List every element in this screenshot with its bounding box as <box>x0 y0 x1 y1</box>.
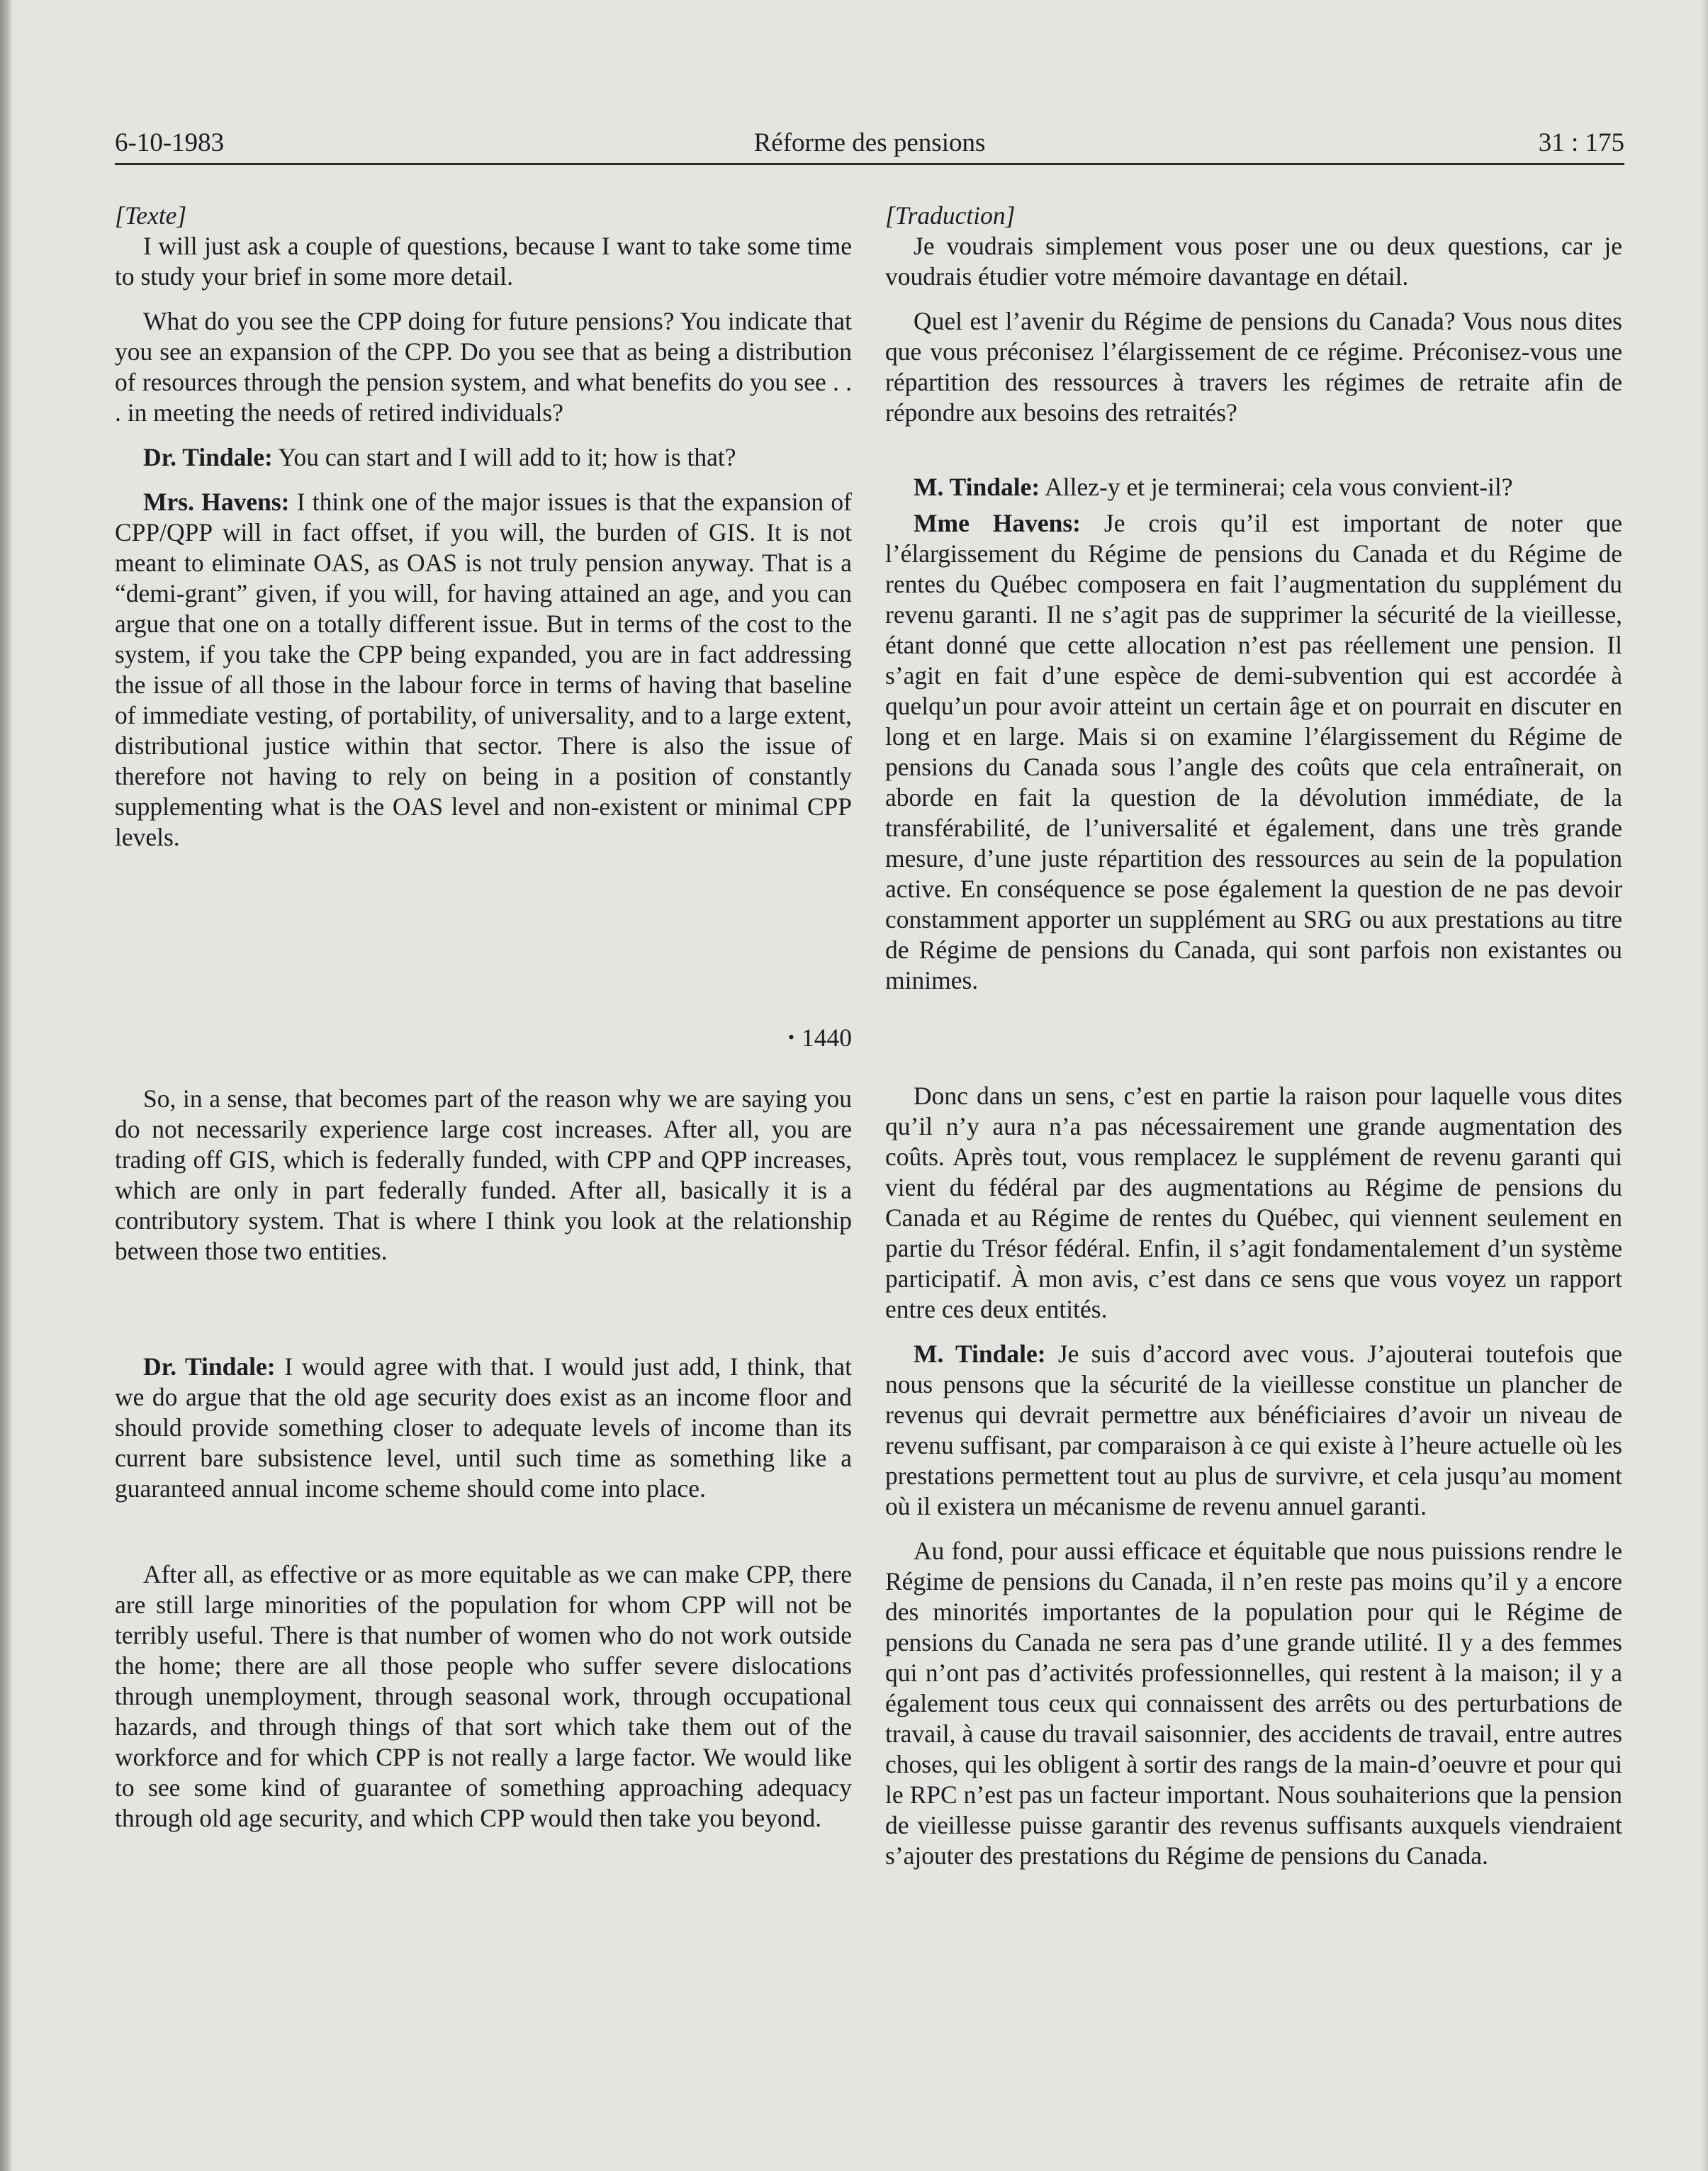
speech-paragraph <box>115 487 852 853</box>
french-column <box>885 201 1622 1871</box>
paragraph: Je voudrais simplement vous poser une ou deux questions, car je voudrais étudier votre mémoire davantage en détail. <box>885 232 1622 291</box>
header-title: Réforme des pensions <box>753 128 986 157</box>
speech-text: Allez-y et je terminerai; cela vous convient-il? <box>1040 473 1513 501</box>
paragraph: After all, as effective or as more equitable as we can make CPP, there are still large minorities of the population for whom CPP will not be terribly useful. There is that number of women who do not work outside the home; there are all those people who suffer severe dislocations through unemployment, through seasonal work, through occupational hazards, and through things of that sort which take them out of the workforce and for which CPP is not really a large factor. We would like to see some kind of guarantee of something approaching adequacy through old age security, and which CPP would then take you beyond. <box>115 1560 852 1832</box>
speech-paragraph <box>115 442 852 473</box>
speech-text: Je suis d’accord avec vous. J’ajouterai toutefois que nous pensons que la sécurité de la vieillesse constitue un plancher de revenus qui devrait permettre aux bénéficiaires d’avoir un niveau de revenu suffisant, par comparaison à ce qui existe à l’heure actuelle où les prestations permettent tout au plus de survivre, et cela jusqu’au moment où il existera un mécanisme de revenu annuel garanti. <box>885 1340 1622 1520</box>
paragraph: Donc dans un sens, c’est en partie la raison pour laquelle vous dites qu’il n’y aura n’a pas nécessairement une grande augmentation des coûts. Après tout, vous remplacez le supplément de revenu garanti qui vient du fédéral par des augmentations au Régime de pensions du Canada et au Régime de rentes du Québec, qui viennent seulement en partie du Trésor fédéral. Enfin, il s’agit fondamentalement d’un système participatif. À mon avis, c’est dans ce sens que vous voyez un rapport entre ces deux entités. <box>885 1082 1622 1323</box>
speaker-name: M. Tindale: <box>914 473 1040 501</box>
speech-paragraph <box>885 1339 1622 1522</box>
paragraph: So, in a sense, that becomes part of the reason why we are saying you do not necessarily experience large cost increases. After all, you are trading off GIS, which is federally funded, with CPP and QPP increases, which are only in part federally funded. After all, basically it is a contributory system. That is where I think you look at the relationship between those two entities. <box>115 1084 852 1265</box>
speech-paragraph <box>885 508 1622 996</box>
scan-page-edge <box>1701 0 1708 2171</box>
speech-paragraph <box>115 1352 852 1504</box>
header-date: 6-10-1983 <box>115 128 225 157</box>
speech-text: I think one of the major issues is that the expansion of CPP/QPP will in fact offset, if you will, the burden of GIS. It is not meant to eliminate OAS, as OAS is not truly pension anyway. That is a “demi-grant” given, if you will, for having attained an age, and you can argue that one on a totally different issue. But in terms of the cost to the system, if you take the CPP being expanded, you are in fact addressing the issue of all those in the labour force in terms of having that baseline of immediate vesting, of portability, of universality, and to a large extent, distributional justice within that sector. There is also the issue of therefore not having to rely on being in a position of constantly supplementing what is the OAS level and non-existent or minimal CPP levels. <box>115 488 852 851</box>
speech-text: You can start and I will add to it; how is that? <box>272 443 736 471</box>
paragraph: What do you see the CPP doing for future pensions? You indicate that you see an expansion of the CPP. Do you see that as being a distribution of resources through the pension system, and what benefits do you see . . . in meeting the needs of retired individuals? <box>115 307 852 427</box>
speaker-name: Mrs. Havens: <box>143 488 290 516</box>
section-label-traduction: [Traduction] <box>885 201 1016 230</box>
speaker-name: M. Tindale: <box>914 1340 1046 1368</box>
speaker-name: Mme Havens: <box>914 509 1081 537</box>
header-page-number: 31 : 175 <box>1538 128 1624 157</box>
english-column <box>115 201 852 1834</box>
scan-binding-edge <box>0 0 13 2171</box>
section-label-texte: [Texte] <box>115 201 187 230</box>
paragraph: Quel est l’avenir du Régime de pensions du Canada? Vous nous dites que vous préconisez l’élargissement de ce régime. Préconisez-vous une répartition des ressources à travers les régimes de retraite afin de répondre aux besoins des retraités? <box>885 307 1622 427</box>
paragraph: Au fond, pour aussi efficace et équitable que nous puissions rendre le Régime de pensions du Canada, il n’en reste pas moins qu’il y a encore des minorités importantes de la population pour qui le Régime de pensions du Canada ne sera pas d’une grande utilité. Il y a des femmes qui n’ont pas d’activités professionnelles, qui restent à la maison; il y a également tous ceux qui connaissent des arrêts ou des perturbations de travail, à cause du travail saisonnier, des accidents de travail, entre autres choses, qui les obligent à sortir des rangs de la main-d’oeuvre et pour qui le RPC n’est pas un facteur important. Nous souhaiterions que la pension de vieillesse puisse garantir des revenus suffisants auxquels viendraient s’ajouter des prestations du Régime de pensions du Canada. <box>885 1537 1622 1870</box>
speaker-name: Dr. Tindale: <box>143 1352 276 1381</box>
speech-text: I would agree with that. I would just add, I think, that we do argue that the old age security does exist as an income floor and should provide something closer to adequate levels of income than its current bare subsistence level, until such time as something like a guaranteed annual income scheme should come into place. <box>115 1352 852 1503</box>
time-marker <box>115 1023 852 1055</box>
bullet-icon: • <box>787 1027 794 1048</box>
time-marker-value: 1440 <box>802 1023 852 1052</box>
speech-text: Je crois qu’il est important de noter que l’élargissement du Régime de pensions du Canada et du Régime de rentes du Québec composera en fait l’augmentation du supplément du revenu garanti. Il ne s’agit pas de supprimer la sécurité de la vieillesse, étant donné que cette allocation n’est pas réellement une pension. Il s’agit en fait d’une espèce de demi-subvention qui est accordée à quelqu’un pour avoir atteint un certain âge et on pourrait en discuter en long et en large. Mais si on examine l’élargissement du Régime de pensions du Canada sous l’angle des coûts que cela entraînerait, on aborde en fait la question de la dévolution immédiate, de la transférabilité, de l’universalité et également, dans une très grande mesure, d’une juste répartition des ressources au sein de la population active. En conséquence se pose également la question de ne pas devoir constamment apporter un supplément au SRG ou aux prestations au titre de Régime de pensions du Canada, qui sont parfois non existantes ou minimes. <box>885 509 1623 994</box>
speech-paragraph <box>885 472 1622 503</box>
page-header <box>115 122 1624 165</box>
paragraph: I will just ask a couple of questions, because I want to take some time to study your brief in some more detail. <box>115 232 852 291</box>
speaker-name: Dr. Tindale: <box>143 443 273 471</box>
